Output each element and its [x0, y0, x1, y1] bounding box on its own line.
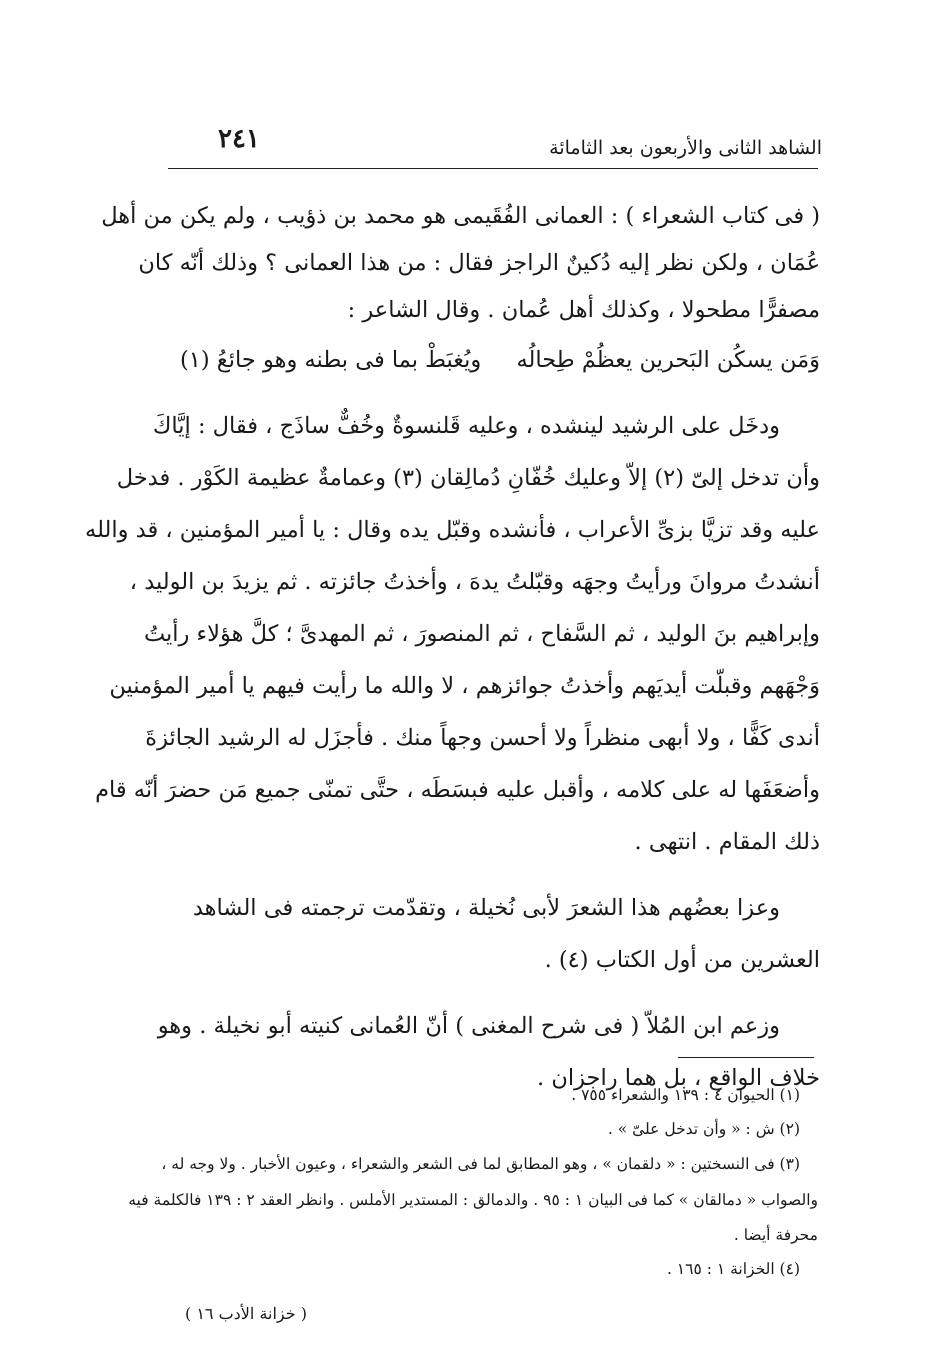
text-line: ذلك المقام . انتهى . — [634, 829, 820, 855]
header-rule — [168, 168, 818, 169]
verse-second-hemistich: ويُغبَطْ بما فى بطنه وهو جائعُ (١) — [180, 347, 482, 373]
footnote-4: (٤) الخزانة ١ : ١٦٥ . — [666, 1260, 800, 1278]
text-line: وزعم ابن المُلاّ ( فى شرح المغنى ) أنّ العُمانى كنيته أبو نخيلة . وهو — [157, 1013, 780, 1039]
footnote-3-continued: والصواب « دمالقان » كما فى البيان ١ : ٩٥ . والدمالق : المستدير الأملس . وانظر العقد ٢ : ١٣٩ فالكلمة فيه — [128, 1191, 818, 1209]
text-line: مصفرًّا مطحولا ، وكذلك أهل عُمان . وقال الشاعر : — [347, 297, 820, 323]
footnotes — [128, 1078, 818, 1286]
text-line: أنشدتُ مروانَ ورأيتُ وجهَه وقبّلتُ يدهَ ، وأخذتُ جائزته . ثم يزيدَ بن الوليد ، — [129, 569, 820, 595]
footnote-1: (١) الحيوان ٤ : ١٣٩ والشعراء ٧٥٥ . — [571, 1086, 800, 1104]
text-line: ودخَل على الرشيد لينشده ، وعليه قَلنسوةٌ وخُفٌّ ساذَج ، فقال : إيَّاكَ — [152, 413, 780, 439]
text-line: أندى كَفًّا ، ولا أبهى منظراً ولا أحسن وجهاً منك . فأجزَل له الرشيد الجائزةَ — [145, 725, 820, 751]
text-line: وإبراهيم بنَ الوليد ، ثم السَّفاح ، ثم المنصورَ ، ثم المهدىَّ ؛ كلَّ هؤلاء رأيتُ — [143, 621, 820, 647]
poetry-verse — [180, 334, 820, 386]
text-line: عُمَان ، ولكن نظر إليه دُكينٌ الراجز فقال : من هذا العمانى ؟ وذلك أنّه كان — [138, 250, 820, 276]
text-line: وَجْهَهم وقبلّت أيديَهم وأخذتُ جوائزهم ، لا والله ما رأيت فيهم يا أمير المؤمنين — [109, 673, 820, 699]
text-line: العشرين من أول الكتاب (٤) . — [544, 947, 820, 973]
text-line: وأن تدخل إلىّ (٢) إلاّ وعليك خُفّانِ دُمالِقان (٣) وعمامةٌ عظيمة الكَوْر . فدخل — [116, 465, 820, 491]
footnote-rule — [678, 1057, 814, 1058]
footnote-3: (٣) فى النسختين : « دلقمان » ، وهو المطابق لما فى الشعر والشعراء ، وعيون الأخبار . ولا وجه له ، — [161, 1155, 800, 1173]
signature-mark: ( خزانة الأدب ١٦ ) — [185, 1304, 307, 1323]
running-header-title: الشاهد الثانى والأربعون بعد الثامائة — [549, 137, 822, 159]
text-line: عليه وقد تزيَّا بزىِّ الأعراب ، فأنشده وقبّل يده وقال : يا أمير المؤمنين ، قد والله — [85, 517, 820, 543]
page-number: ٢٤١ — [218, 124, 260, 154]
main-text — [85, 193, 820, 1104]
text-line: ( فى كتاب الشعراء ) : العمانى الفُقَيمى هو محمد بن ذؤيب ، ولم يكن من أهل — [101, 203, 820, 229]
text-line: وأضعَفَها له على كلامه ، وأقبل عليه فبسَطَه ، حتَّى تمنّى جميع مَن حضرَ أنّه قام — [95, 777, 820, 803]
text-line: خلاف الواقع ، بل هما راجزان . — [537, 1065, 820, 1091]
footnote-2: (٢) ش : « وأن تدخل علىّ » . — [607, 1120, 800, 1138]
text-line: وعزا بعضُهم هذا الشعرَ لأبى نُخيلة ، وتقدّمت ترجمته فى الشاهد — [192, 895, 780, 921]
verse-first-hemistich: وَمَن يسكُن البَحرين يعظُمْ طِحالُه — [516, 347, 820, 373]
footnote-3-end: محرفة أيضا . — [733, 1226, 818, 1244]
